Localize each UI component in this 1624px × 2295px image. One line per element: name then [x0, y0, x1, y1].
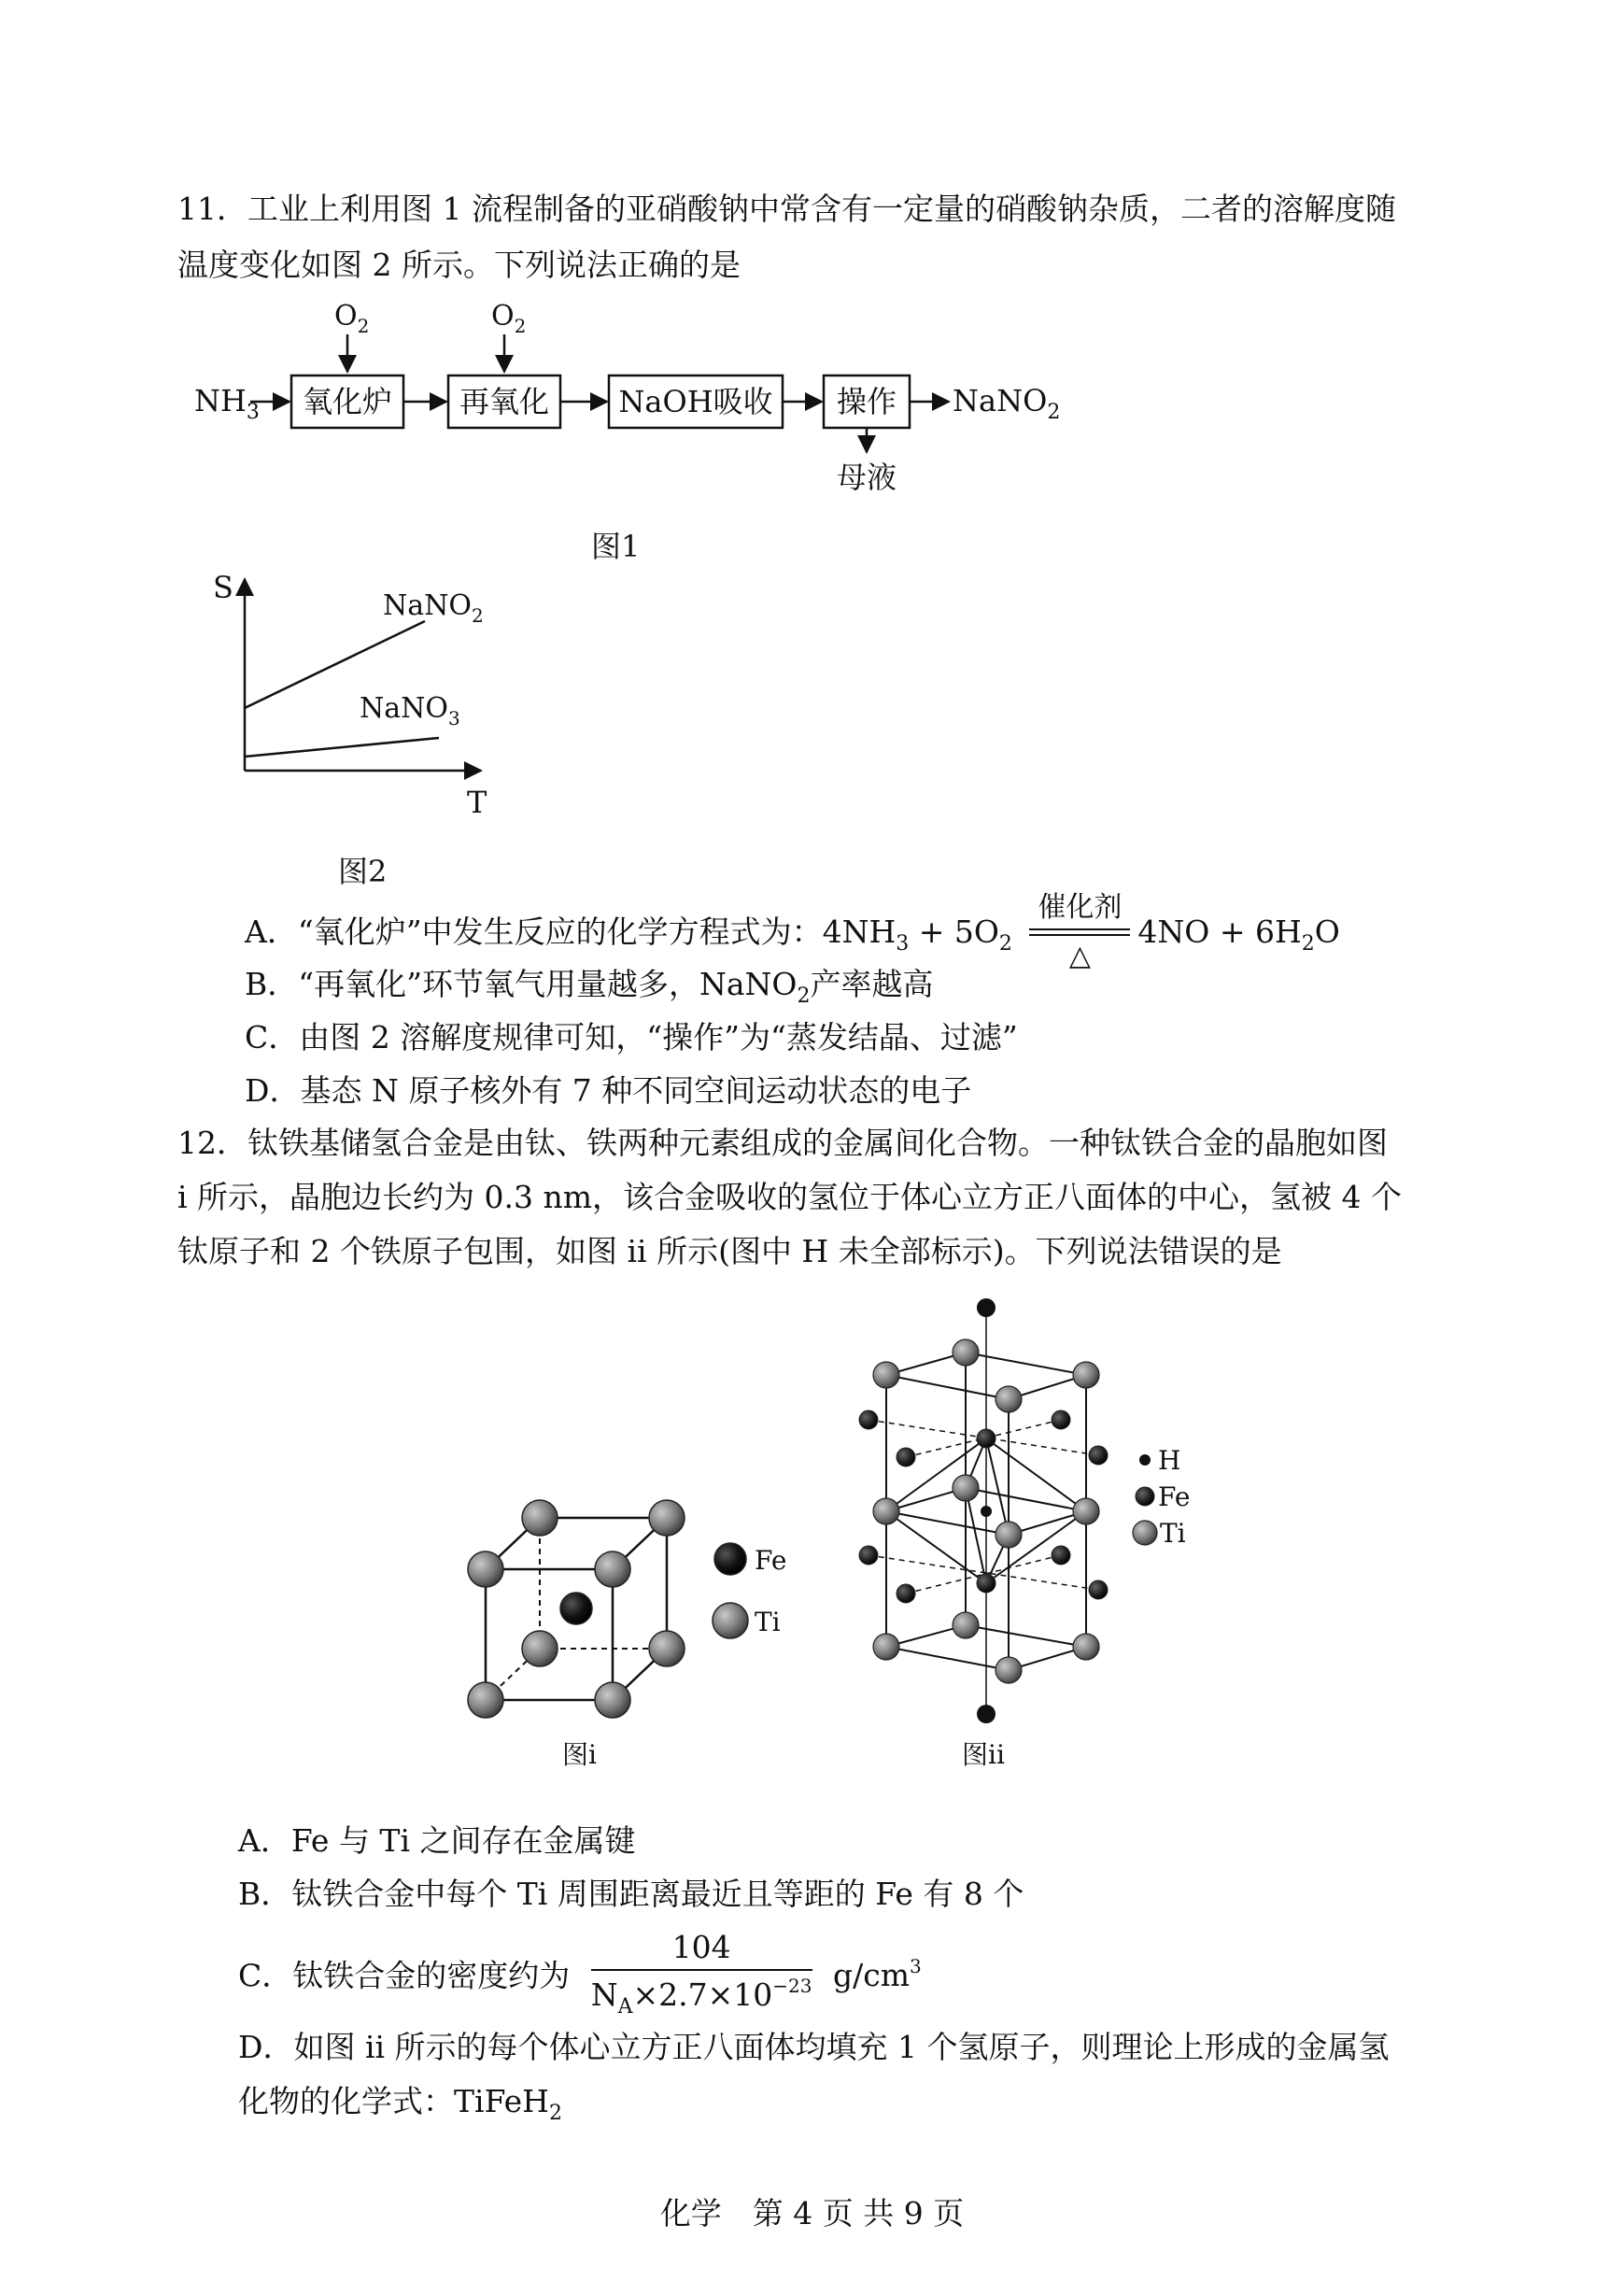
q12-option-d-line1: D．如图 ii 所示的每个体心立方正八面体均填充 1 个氢原子，则理论上形成的金属氢: [238, 2029, 1390, 2065]
legend-fe-icon: [1136, 1487, 1154, 1506]
fe-atom: [859, 1546, 878, 1565]
page-footer: 化学 第 4 页 共 9 页: [659, 2195, 965, 2231]
fe-atom: [897, 1584, 915, 1603]
fe-atom: [977, 1429, 996, 1448]
flow-mother-liquor: 母液: [836, 460, 897, 495]
q11-solubility-graph: [196, 570, 532, 831]
ti-atom: [468, 1682, 503, 1718]
y-axis-label: S: [213, 570, 233, 605]
fe-atom: [560, 1593, 592, 1624]
q11-stem-line1: 11．工业上利用图 1 流程制备的亚硝酸钠中常含有一定量的硝酸钠杂质，二者的溶解度随: [177, 191, 1396, 227]
q12-stem-line2: i 所示，晶胞边长约为 0.3 nm，该合金吸收的氢位于体心立方正八面体的中心，氢被 4 个: [177, 1179, 1403, 1215]
label-nano3: NaNO$_3$: [360, 692, 460, 730]
legend-h-icon: [1139, 1454, 1151, 1466]
ti-atom: [522, 1631, 558, 1666]
q11-option-a: A．“氧化炉”中发生反应的化学方程式为：$4NH_3 + 5O_2$ 催化剂 △ $4NO + 6H_2O$: [245, 891, 1340, 972]
q12-option-b: B．钛铁合金中每个 Ti 周围距离最近且等距的 Fe 有 8 个: [238, 1876, 1024, 1912]
fe-atom: [859, 1410, 878, 1429]
h-atom: [977, 1298, 996, 1317]
ti-atom: [996, 1386, 1022, 1412]
ti-atom: [1073, 1634, 1099, 1660]
ti-atom: [468, 1551, 503, 1587]
legend-fe-icon: [714, 1543, 746, 1575]
q11-option-b: B．“再氧化”环节氧气用量越多，NaNO$_2$产率越高: [245, 966, 934, 1008]
fe-atom: [1052, 1410, 1070, 1429]
h-atom: [977, 1705, 996, 1723]
flow-box-operation-label: 操作: [836, 384, 897, 419]
q11-option-d: D．基态 N 原子核外有 7 种不同空间运动状态的电子: [245, 1072, 972, 1109]
q12-stem-line3: 钛原子和 2 个铁原子包围，如图 ii 所示(图中 H 未全部标示)。下列说法错误的是: [177, 1233, 1282, 1269]
flow-box-reoxidize-label: 再氧化: [459, 384, 550, 419]
fe-atom: [1089, 1446, 1108, 1465]
ti-atom: [953, 1612, 979, 1638]
ti-atom: [873, 1498, 899, 1524]
ti-atom: [1073, 1362, 1099, 1388]
flow-o2-a: $O_2$: [334, 300, 370, 337]
flow-o2-b: $O_2$: [491, 300, 527, 337]
ti-atom: [522, 1500, 558, 1536]
q11-flowchart: [177, 290, 1074, 551]
flow-end-nano2: NaNO$_2$: [953, 383, 1061, 424]
label-nano2: NaNO$_2$: [383, 589, 484, 627]
q12-option-d-line2: 化物的化学式：TiFeH$_2$: [238, 2083, 562, 2125]
ti-atom: [1073, 1498, 1099, 1524]
flow-start-nh3: $NH_3$: [194, 383, 260, 424]
fe-atom: [1089, 1580, 1108, 1599]
ti-atom: [953, 1339, 979, 1366]
fe-atom: [977, 1574, 996, 1593]
legend-fe-label: Fe: [1158, 1481, 1191, 1512]
x-axis-label: T: [467, 785, 487, 820]
reaction-condition: 催化剂 △: [1029, 925, 1130, 943]
legend-ti-label: Ti: [1160, 1518, 1186, 1549]
h-atom: [981, 1506, 992, 1517]
ti-atom: [873, 1634, 899, 1660]
q12-option-c: C．钛铁合金的密度约为 $\frac{104}{N_A\times 2.7\times 10^{-23}}$ $g/cm^3$: [238, 1929, 922, 2019]
ti-atom: [996, 1657, 1022, 1683]
fe-atom: [1052, 1546, 1070, 1565]
q11-option-c: C．由图 2 溶解度规律可知，“操作”为“蒸发结晶、过滤”: [245, 1019, 1018, 1055]
fig2-caption: 图2: [338, 854, 388, 889]
legend-h-label: H: [1158, 1445, 1181, 1476]
q12-option-a: A．Fe 与 Ti 之间存在金属键: [238, 1822, 636, 1859]
q12-stem-line1: 12．钛铁基储氢合金是由钛、铁两种元素组成的金属间化合物。一种钛铁合金的晶胞如图: [177, 1125, 1388, 1161]
ti-atom: [595, 1551, 630, 1587]
density-fraction: $\frac{104}{N_A\times 2.7\times 10^{-23}}$: [590, 1929, 812, 2019]
ti-atom: [996, 1522, 1022, 1548]
curve-nano3: [245, 738, 439, 757]
legend-ti-label: Ti: [755, 1607, 781, 1637]
ti-atom: [649, 1500, 685, 1536]
fig1-caption: 图1: [591, 529, 641, 564]
ti-atom: [953, 1475, 979, 1501]
legend-ti-icon: [713, 1603, 748, 1638]
fig-ii-caption: 图ii: [962, 1739, 1005, 1770]
legend-fe-label: Fe: [755, 1545, 787, 1576]
ti-atom: [595, 1682, 630, 1718]
ti-atom: [649, 1631, 685, 1666]
q11-stem-line2: 温度变化如图 2 所示。下列说法正确的是: [177, 247, 741, 283]
fig-i-unit-cell: [439, 1466, 831, 1775]
fe-atom: [897, 1448, 915, 1466]
flow-box-naoh-label: NaOH吸收: [618, 384, 773, 419]
fig-ii-structure: [840, 1289, 1251, 1775]
fig-i-caption: 图i: [562, 1739, 597, 1770]
legend-ti-icon: [1133, 1521, 1157, 1545]
ti-atom: [873, 1362, 899, 1388]
flow-box-oxidizer-label: 氧化炉: [302, 384, 393, 419]
